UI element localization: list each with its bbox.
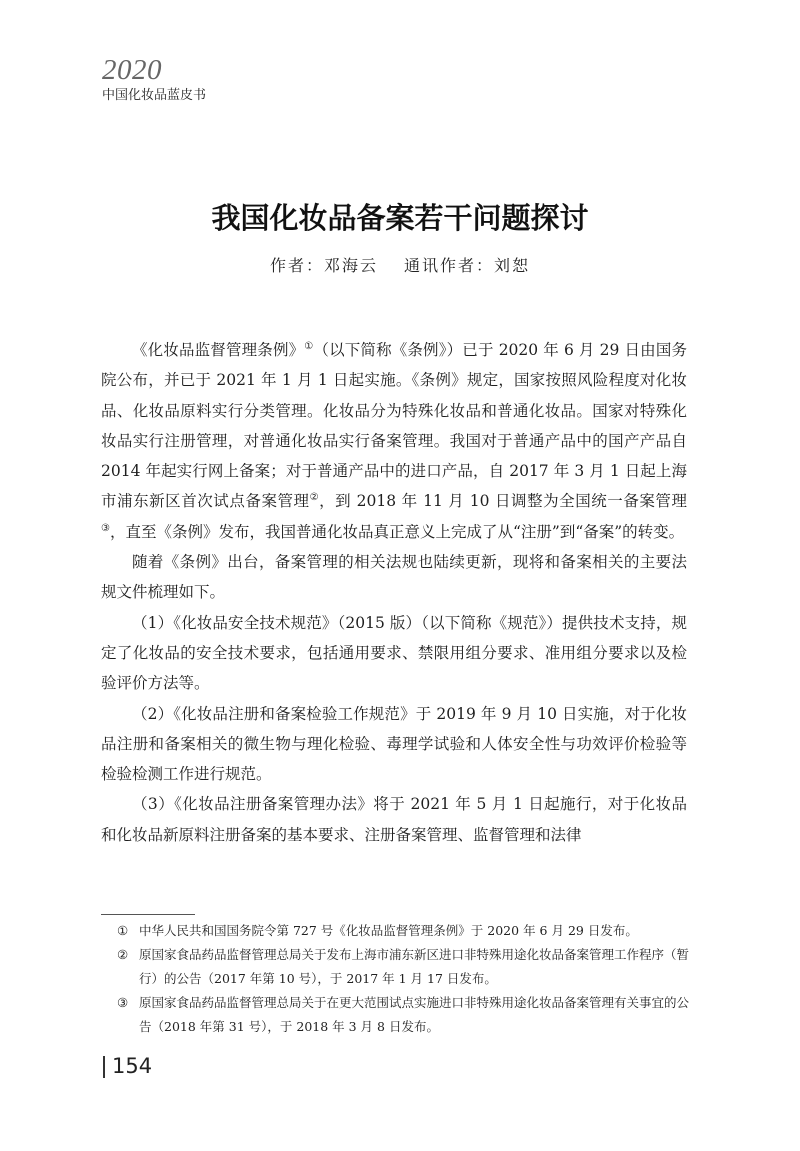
footnote-2 — [101, 943, 691, 991]
footnotes — [101, 919, 691, 1039]
footnote-2-text: 原国家食品药品监督管理总局关于发布上海市浦东新区进口非特殊用途化妆品备案管理工作程序（暂行）的公告（2017 年第 10 号），于 2017 年 1 月 17 日发布。 — [139, 947, 690, 986]
paragraph-3: （1）《化妆品安全技术规范》（2015 版）（以下简称《规范》）提供技术支持，规定了化妆品的安全技术要求，包括通用要求、禁限用组分要求、准用组分要求以及检验评价方法等。 — [101, 613, 687, 693]
footnote-ref-3[interactable]: ③ — [101, 522, 110, 534]
footnote-3-text: 原国家食品药品监督管理总局关于在更大范围试点实施进口非特殊用途化妆品备案管理有关事宜的公告（2018 年第 31 号），于 2018 年 3 月 8 日发布。 — [139, 995, 690, 1034]
footnote-2-mark: ② — [117, 947, 129, 962]
footnote-3-mark: ③ — [117, 995, 129, 1010]
footnote-divider — [101, 914, 195, 915]
header-book-title: 中国化妆品蓝皮书 — [102, 88, 207, 103]
author-name: 作者：邓海云 — [269, 256, 378, 275]
article-title: 我国化妆品备案若干问题探讨 — [211, 201, 589, 235]
paragraph-1-part-a: 《化妆品监督管理条例》 — [132, 341, 305, 359]
paragraph-4: （2）《化妆品注册和备案检验工作规范》于 2019 年 9 月 10 日实施，对于化妆品注册和备案相关的微生物与理化检验、毒理学试验和人体安全性与功效评价检验等检验检测工作进行规范。 — [101, 704, 687, 784]
page-number: 154 — [112, 1054, 153, 1078]
paragraph-1-part-b: （以下简称《条例》）已于 2020 年 6 月 29 日由国务院公布，并已于 2021 年 1 月 1 日起实施。《条例》规定，国家按照风险程度对化妆品、化妆品原料实行分类管理。化妆品分为特殊化妆品和普通化妆品。国家对特殊化妆品实行注册管理，对普通化妆品实行备案管理。我国对于普通产品中的国产产品自 2014 年起实行网上备案；对于普通产品中的进口产品，自 2017 年 3 月 1 日起上海市浦东新区首次试点备案管理 — [101, 341, 687, 511]
article-authors — [0, 254, 800, 278]
footnote-1-mark: ① — [117, 923, 129, 938]
footnote-3 — [101, 991, 691, 1039]
paragraph-1 — [101, 335, 687, 547]
page-number-bar — [103, 1056, 105, 1078]
corresponding-author: 通讯作者：刘恕 — [404, 256, 531, 275]
footnote-ref-2[interactable]: ② — [309, 492, 320, 504]
paragraph-1-part-d: ，直至《条例》发布，我国普通化妆品真正意义上完成了从“注册”到“备案”的转变。 — [109, 522, 685, 541]
article-body — [101, 335, 687, 850]
footnote-ref-1[interactable]: ① — [304, 340, 314, 352]
paragraph-1-part-c: ，到 2018 年 11 月 10 日调整为全国统一备案管理 — [319, 492, 687, 511]
footnote-1-text: 中华人民共和国国务院令第 727 号《化妆品监督管理条例》于 2020 年 6 月 29 日发布。 — [139, 923, 638, 938]
footnote-1 — [101, 919, 691, 943]
header-year: 2020 — [102, 54, 162, 86]
paragraph-2: 随着《条例》出台，备案管理的相关法规也陆续更新，现将和备案相关的主要法规文件梳理如下。 — [101, 553, 687, 602]
paragraph-5: （3）《化妆品注册备案管理办法》将于 2021 年 5 月 1 日起施行，对于化妆品和化妆品新原料注册备案的基本要求、注册备案管理、监督管理和法律 — [101, 795, 687, 844]
